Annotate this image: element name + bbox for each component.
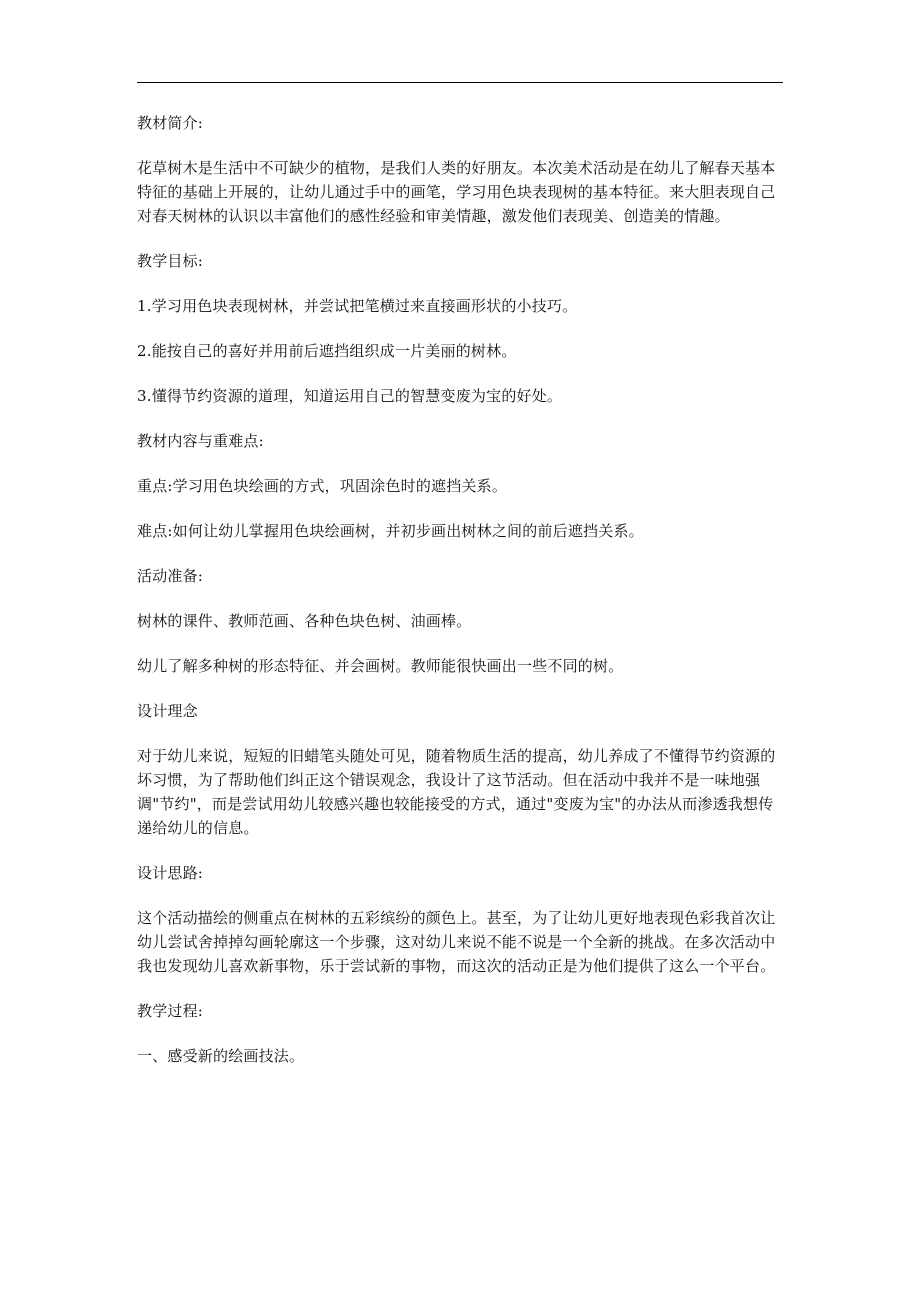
heading-preparation: 活动准备: — [137, 567, 204, 585]
heading-design-ideas: 设计思路: — [137, 864, 204, 882]
key-point: 重点:学习用色块绘画的方式，巩固涂色时的遮挡关系。 — [137, 477, 508, 495]
preparation-experience: 幼儿了解多种树的形态特征、并会画树。教师能很快画出一些不同的树。 — [137, 657, 624, 675]
header-rule — [137, 82, 783, 83]
heading-design-concept: 设计理念 — [137, 702, 198, 720]
heading-material-intro: 教材简介: — [137, 114, 204, 132]
heading-teaching-goals: 教学目标: — [137, 252, 204, 270]
difficult-point: 难点:如何让幼儿掌握用色块绘画树，并初步画出树林之间的前后遮挡关系。 — [137, 522, 644, 540]
heading-content-key-points: 教材内容与重难点: — [137, 432, 264, 450]
paragraph-design-concept: 对于幼儿来说，短短的旧蜡笔头随处可见，随着物质生活的提高，幼儿养成了不懂得节约资源的坏习惯，为了帮助他们纠正这个错误观念，我设计了这节活动。但在活动中我并不是一味地强调"节约"，而是尝试用幼儿较感兴趣也较能接受的方式，通过"变废为宝"的办法从而渗透我想传递给幼儿的信息。 — [137, 747, 776, 837]
goal-item-1: 1.学习用色块表现树林，并尝试把笔横过来直接画形状的小技巧。 — [137, 297, 578, 315]
goal-item-3: 3.懂得节约资源的道理，知道运用自己的智慧变废为宝的好处。 — [137, 387, 563, 405]
paragraph-material-intro: 花草树木是生活中不可缺少的植物，是我们人类的好朋友。本次美术活动是在幼儿了解春天基本特征的基础上开展的，让幼儿通过手中的画笔，学习用色块表现树的基本特征。来大胆表现自己对春天树林的认识以丰富他们的感性经验和审美情趣，激发他们表现美、创造美的情趣。 — [137, 159, 776, 225]
process-step-1: 一、感受新的绘画技法。 — [137, 1047, 305, 1065]
document-body — [137, 111, 785, 1089]
goal-item-2: 2.能按自己的喜好并用前后遮挡组织成一片美丽的树林。 — [137, 342, 517, 360]
heading-teaching-process: 教学过程: — [137, 1002, 204, 1020]
preparation-materials: 树林的课件、教师范画、各种色块色树、油画棒。 — [137, 612, 472, 630]
paragraph-design-ideas: 这个活动描绘的侧重点在树林的五彩缤纷的颜色上。甚至，为了让幼儿更好地表现色彩我首次让幼儿尝试舍掉掉勾画轮廓这一个步骤，这对幼儿来说不能不说是一个全新的挑战。在多次活动中我也发现幼儿喜欢新事物，乐于尝试新的事物，而这次的活动正是为他们提供了这么一个平台。 — [137, 909, 776, 975]
